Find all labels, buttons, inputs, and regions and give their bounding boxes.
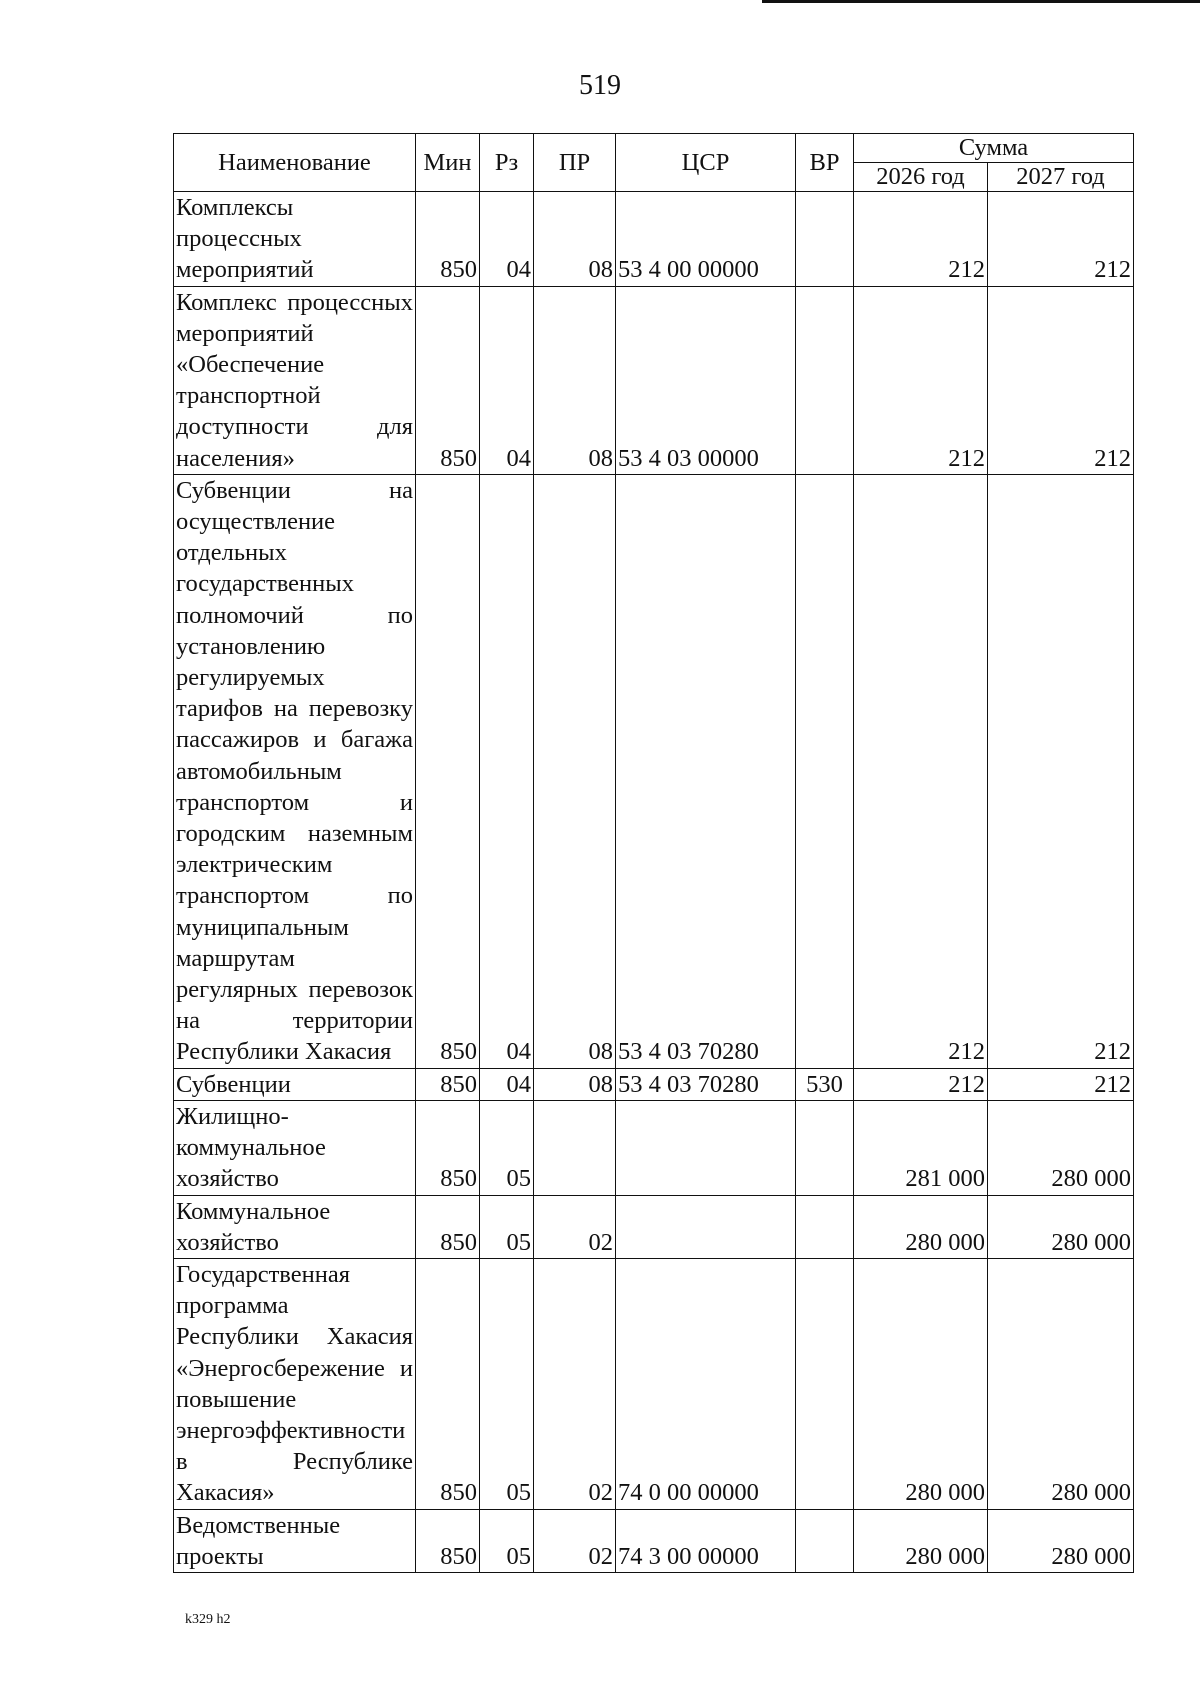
cell-vr <box>796 1509 854 1572</box>
table-row <box>174 474 1134 1068</box>
header-sum: Сумма <box>854 134 1134 163</box>
cell-sum-2026: 212 <box>854 1068 988 1100</box>
cell-pr: 02 <box>534 1258 616 1509</box>
cell-pr: 02 <box>534 1195 616 1258</box>
cell-sum-2027: 212 <box>988 192 1134 287</box>
cell-name: Субвенции <box>174 1068 416 1100</box>
header-min: Мин <box>416 134 480 192</box>
cell-csr: 53 4 03 70280 <box>616 474 796 1068</box>
header-name: Наименование <box>174 134 416 192</box>
cell-sum-2026: 212 <box>854 474 988 1068</box>
header-rz: Рз <box>480 134 534 192</box>
cell-sum-2026: 212 <box>854 192 988 287</box>
header-vr: ВР <box>796 134 854 192</box>
cell-rz: 04 <box>480 192 534 287</box>
cell-name: Коммунальное хозяйство <box>174 1195 416 1258</box>
cell-rz: 04 <box>480 286 534 474</box>
table-row <box>174 1068 1134 1100</box>
cell-min: 850 <box>416 1509 480 1572</box>
cell-csr: 53 4 03 70280 <box>616 1068 796 1100</box>
header-year-2027: 2027 год <box>988 163 1134 192</box>
cell-vr <box>796 474 854 1068</box>
cell-name: Ведомственные проекты <box>174 1509 416 1572</box>
cell-csr: 74 3 00 00000 <box>616 1509 796 1572</box>
cell-min: 850 <box>416 474 480 1068</box>
cell-vr <box>796 1100 854 1195</box>
budget-table <box>173 133 1134 1573</box>
cell-sum-2026: 281 000 <box>854 1100 988 1195</box>
cell-rz: 04 <box>480 474 534 1068</box>
cell-min: 850 <box>416 1100 480 1195</box>
cell-csr: 53 4 03 00000 <box>616 286 796 474</box>
cell-vr: 530 <box>796 1068 854 1100</box>
cell-rz: 05 <box>480 1100 534 1195</box>
cell-rz: 05 <box>480 1195 534 1258</box>
cell-sum-2026: 280 000 <box>854 1509 988 1572</box>
table-row <box>174 286 1134 474</box>
cell-vr <box>796 192 854 287</box>
table-row <box>174 1509 1134 1572</box>
top-border-line <box>762 0 1200 3</box>
cell-sum-2027: 280 000 <box>988 1100 1134 1195</box>
header-year-2026: 2026 год <box>854 163 988 192</box>
table-row <box>174 1195 1134 1258</box>
cell-pr: 02 <box>534 1509 616 1572</box>
cell-sum-2027: 280 000 <box>988 1195 1134 1258</box>
table-row <box>174 1258 1134 1509</box>
cell-rz: 05 <box>480 1258 534 1509</box>
cell-sum-2026: 280 000 <box>854 1195 988 1258</box>
cell-sum-2027: 280 000 <box>988 1258 1134 1509</box>
cell-min: 850 <box>416 1068 480 1100</box>
cell-csr <box>616 1195 796 1258</box>
cell-rz: 04 <box>480 1068 534 1100</box>
cell-min: 850 <box>416 286 480 474</box>
cell-pr <box>534 1100 616 1195</box>
cell-csr: 74 0 00 00000 <box>616 1258 796 1509</box>
cell-sum-2026: 280 000 <box>854 1258 988 1509</box>
cell-name: Жилищно-коммунальное хозяйство <box>174 1100 416 1195</box>
cell-vr <box>796 286 854 474</box>
cell-sum-2027: 212 <box>988 286 1134 474</box>
cell-rz: 05 <box>480 1509 534 1572</box>
cell-name: Государственная программа Республики Хакасия «Энергосбережение и повышение энергоэффективности в Республике Хакасия» <box>174 1258 416 1509</box>
page-number: 519 <box>579 70 621 101</box>
cell-min: 850 <box>416 1195 480 1258</box>
cell-pr: 08 <box>534 1068 616 1100</box>
cell-sum-2026: 212 <box>854 286 988 474</box>
header-csr: ЦСР <box>616 134 796 192</box>
cell-name: Комплексы процессных мероприятий <box>174 192 416 287</box>
table-row <box>174 192 1134 287</box>
cell-min: 850 <box>416 1258 480 1509</box>
cell-min: 850 <box>416 192 480 287</box>
cell-pr: 08 <box>534 192 616 287</box>
footer-code: k329 h2 <box>185 1612 231 1627</box>
header-pr: ПР <box>534 134 616 192</box>
cell-csr <box>616 1100 796 1195</box>
cell-sum-2027: 212 <box>988 1068 1134 1100</box>
cell-sum-2027: 280 000 <box>988 1509 1134 1572</box>
cell-vr <box>796 1195 854 1258</box>
table-row <box>174 1100 1134 1195</box>
cell-sum-2027: 212 <box>988 474 1134 1068</box>
cell-csr: 53 4 00 00000 <box>616 192 796 287</box>
cell-vr <box>796 1258 854 1509</box>
cell-pr: 08 <box>534 286 616 474</box>
cell-name: Субвенции на осуществление отдельных государственных полномочий по установлению регулируемых тарифов на перевозку пассажиров и багажа автомобильным транспортом и городским наземным электрическим транспортом по муниципальным маршрутам регулярных перевозок на территории Республики Хакасия <box>174 474 416 1068</box>
cell-pr: 08 <box>534 474 616 1068</box>
cell-name: Комплекс процессных мероприятий «Обеспечение транспортной доступности для населения» <box>174 286 416 474</box>
